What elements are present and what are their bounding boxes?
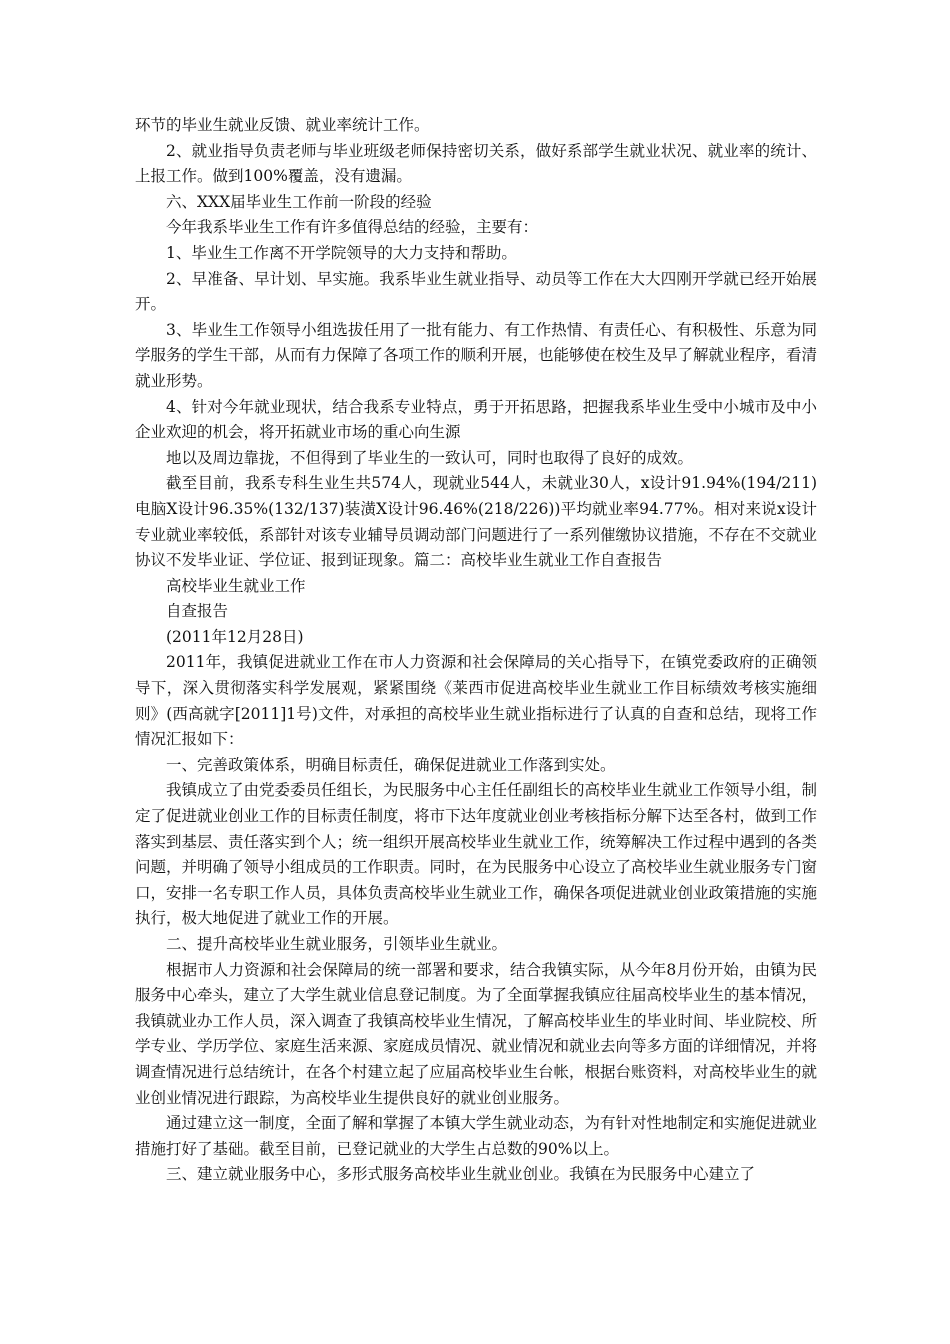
- paragraph: 3、毕业生工作领导小组选拔任用了一批有能力、有工作热情、有责任心、有积极性、乐意为同学服务的学生干部，从而有力保障了各项工作的顺利开展，也能够使在校生及早了解就业程序，看清就业形势。: [135, 320, 818, 390]
- paragraph: 我镇成立了由党委委员任组长，为民服务中心主任任副组长的高校毕业生就业工作领导小组，制定了促进就业创业工作的目标责任制度，将市下达年度就业创业考核指标分解下达至各村，做到工作落实到基层、责任落实到个人；统一组织开展高校毕业生就业工作，统筹解决工作过程中遇到的各类问题，并明确了领导小组成员的工作职责。同时，在为民服务中心设立了高校毕业生就业服务专门窗口，安排一名专职工作人员，具体负责高校毕业生就业工作，确保各项促进就业创业政策措施的实施执行，极大地促进了就业工作的开展。: [135, 781, 818, 928]
- paragraph: 截至目前，我系专科生业生共574人，现就业544人，未就业30人，x设计91.94%(194/211)电脑X设计96.35%(132/137)装潢X设计96.46%(218/226))平均就业率94.77%。相对来说x设计专业就业率较低，系部针对该专业辅导员调动部门问题进行了一系列催缴协议措施，不存在不交就业协议不发毕业证、学位证、报到证现象。篇二：高校毕业生就业工作自查报告: [135, 474, 818, 570]
- section-heading: 六、XXX届毕业生工作前一阶段的经验: [166, 192, 432, 211]
- section-heading: 二、提升高校毕业生就业服务，引领毕业生就业。: [166, 935, 508, 953]
- paragraph: 2011年，我镇促进就业工作在市人力资源和社会保障局的关心指导下，在镇党委政府的正确领导下，深入贯彻落实科学发展观，紧紧围绕《莱西市促进高校毕业生就业工作目标绩效考核实施细则》(西高就字[2011]1号)文件，对承担的高校毕业生就业指标进行了认真的自查和总结，现将工作情况汇报如下：: [135, 653, 817, 749]
- document-body: [135, 113, 817, 1188]
- paragraph: 2、早准备、早计划、早实施。我系毕业生就业指导、动员等工作在大大四刚开学就已经开始展开。: [135, 269, 817, 314]
- report-title-line-2: 自查报告: [166, 602, 229, 621]
- paragraph: 环节的毕业生就业反馈、就业率统计工作。: [135, 116, 430, 134]
- report-title-line-1: 高校毕业生就业工作: [166, 576, 306, 595]
- paragraph: 今年我系毕业生工作有许多值得总结的经验，主要有：: [166, 218, 539, 237]
- paragraph: 2、就业指导负责老师与毕业班级老师保持密切关系，做好系部学生就业状况、就业率的统计、上报工作。做到100%覆盖，没有遗漏。: [135, 141, 817, 186]
- paragraph: 1、毕业生工作离不开学院领导的大力支持和帮助。: [166, 243, 517, 262]
- paragraph: 根据市人力资源和社会保障局的统一部署和要求，结合我镇实际，从今年8月份开始，由镇为民服务中心牵头，建立了大学生就业信息登记制度。为了全面掌握我镇应往届高校毕业生的基本情况，我镇就业办工作人员，深入调查了我镇高校毕业生情况，了解高校毕业生的毕业时间、毕业院校、所学专业、学历学位、家庭生活来源、家庭成员情况、就业情况和就业去向等多方面的详细情况，并将调查情况进行总结统计，在各个村建立起了应届高校毕业生台帐，根据台账资料，对高校毕业生的就业创业情况进行跟踪，为高校毕业生提供良好的就业创业服务。: [135, 960, 818, 1107]
- report-date: (2011年12月28日): [166, 627, 304, 646]
- section-heading: 一、完善政策体系，明确目标责任，确保促进就业工作落到实处。: [166, 755, 616, 774]
- paragraph: 地以及周边靠拢，不但得到了毕业生的一致认可，同时也取得了良好的成效。: [166, 448, 694, 467]
- paragraph: 三、建立就业服务中心，多形式服务高校毕业生就业创业。我镇在为民服务中心建立了: [166, 1165, 756, 1184]
- paragraph: 通过建立这一制度，全面了解和掌握了本镇大学生就业动态，为有针对性地制定和实施促进就业措施打好了基础。截至目前，已登记就业的大学生占总数的90%以上。: [135, 1114, 818, 1158]
- paragraph: 4、针对今年就业现状，结合我系专业特点，勇于开拓思路，把握我系毕业生受中小城市及中小企业欢迎的机会，将开拓就业市场的重心向生源: [135, 397, 817, 442]
